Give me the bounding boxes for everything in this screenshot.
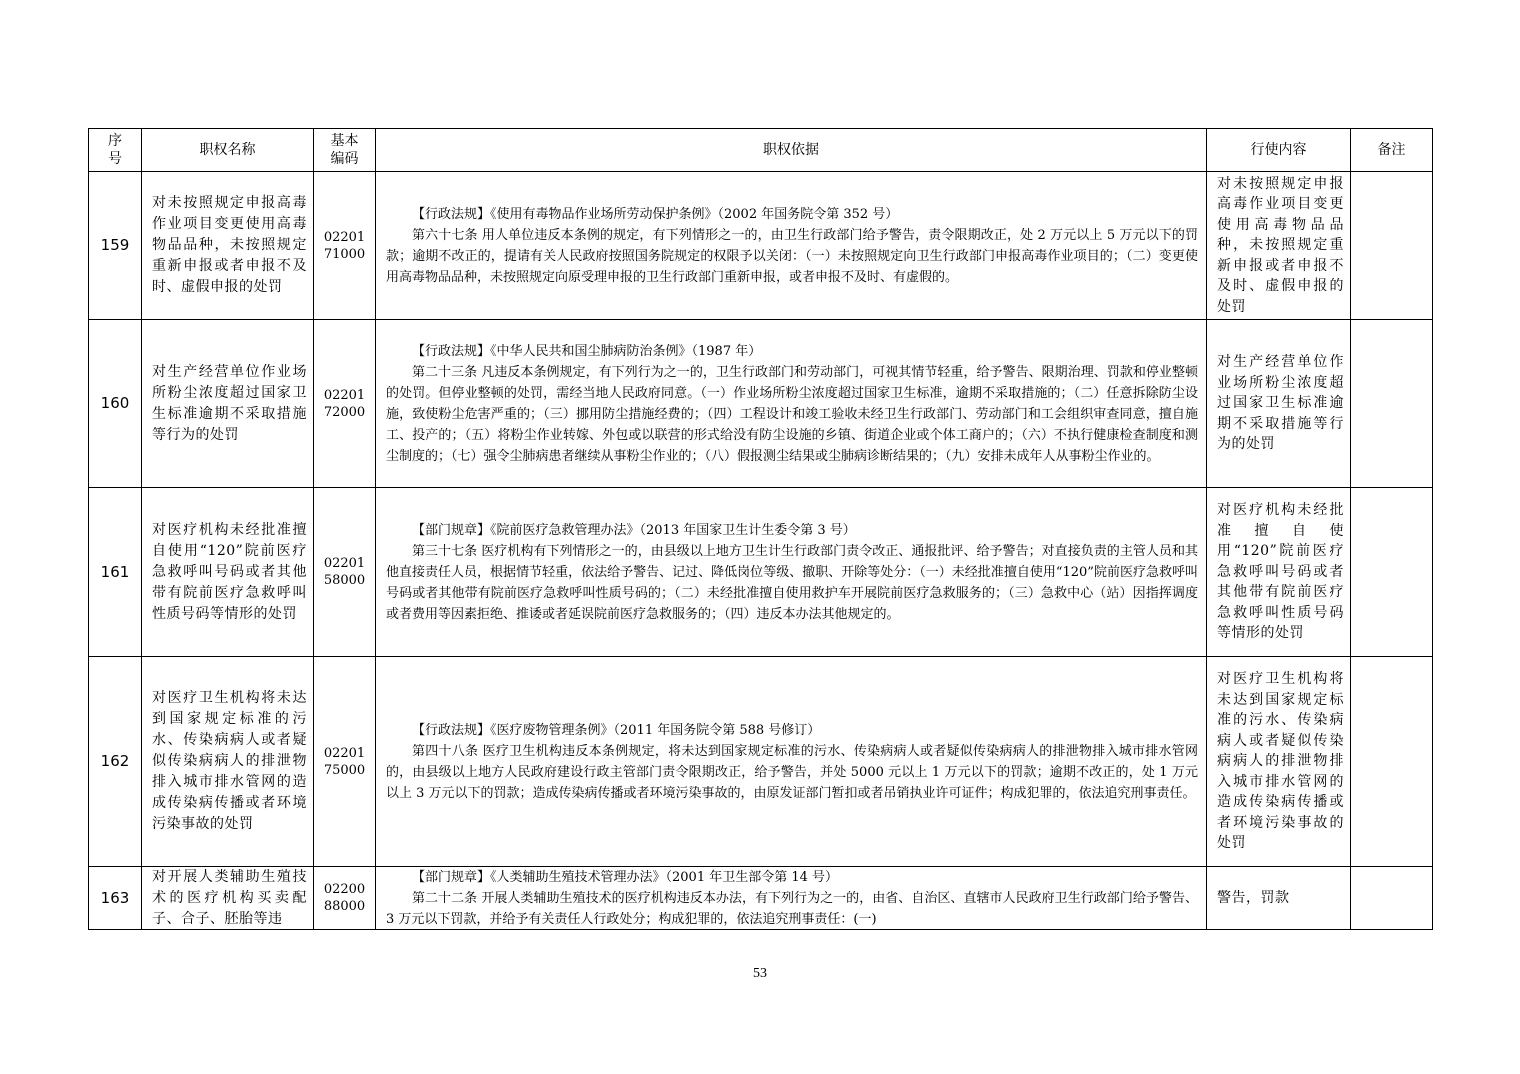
row-basis bbox=[376, 172, 1207, 320]
authority-table bbox=[88, 128, 1433, 930]
row-name: 对医疗卫生机构将未达到国家规定标准的污水、传染病病人或者疑似传染病病人的排泄物排入城市排水管网的造成传染病传播或者环境污染事故的处罚 bbox=[142, 657, 314, 867]
row-content: 警告，罚款 bbox=[1207, 867, 1351, 930]
basis-title: 【部门规章】《院前医疗急救管理办法》（2013 年国家卫生计生委令第 3 号） bbox=[412, 522, 856, 538]
row-content: 对医疗卫生机构将未达到国家规定标准的污水、传染病病人或者疑似传染病病人的排泄物排入城市排水管网的造成传染病传播或者环境污染事故的处罚 bbox=[1207, 657, 1351, 867]
basis-body: 第六十七条 用人单位违反本条例的规定，有下列情形之一的，由卫生行政部门给予警告，责令限期改正，处 2 万元以上 5 万元以下的罚款；逾期不改正的，提请有关人民政府按照国务院规定的权限予以关闭：（一）未按照规定向卫生行政部门申报高毒作业项目的；（二）变更使用高毒物品品种，未按照规定向原受理申报的卫生行政部门重新申报，或者申报不及时、有虚假的。 bbox=[386, 227, 1198, 285]
row-code: 0220175000 bbox=[314, 657, 376, 867]
row-content: 对未按照规定申报高毒作业项目变更使用高毒物品品种，未按照规定重新申报或者申报不及时、虚假申报的处罚 bbox=[1207, 172, 1351, 320]
header-name: 职权名称 bbox=[142, 129, 314, 172]
row-code: 0220172000 bbox=[314, 320, 376, 488]
table-row bbox=[89, 172, 1433, 320]
row-note bbox=[1351, 867, 1433, 930]
row-seq: 161 bbox=[89, 488, 142, 657]
basis-body: 第三十七条 医疗机构有下列情形之一的，由县级以上地方卫生计生行政部门责令改正、通报批评、给予警告；对直接负责的主管人员和其他直接责任人员，根据情节轻重，依法给予警告、记过、降低岗位等级、撤职、开除等处分：（一）未经批准擅自使用“120”院前医疗急救呼叫号码或者其他带有院前医疗急救呼叫性质号码的；（二）未经批准擅自使用救护车开展院前医疗急救服务的；（三）急救中心（站）因指挥调度或者费用等因素拒绝、推诿或者延误院前医疗急救服务的；（四）违反本办法其他规定的。 bbox=[386, 543, 1198, 622]
header-code: 基本编码 bbox=[314, 129, 376, 172]
row-seq: 159 bbox=[89, 172, 142, 320]
row-seq: 160 bbox=[89, 320, 142, 488]
basis-title: 【部门规章】《人类辅助生殖技术管理办法》（2001 年卫生部令第 14 号） bbox=[412, 870, 839, 885]
row-code: 0220088000 bbox=[314, 867, 376, 930]
header-content: 行使内容 bbox=[1207, 129, 1351, 172]
basis-title: 【行政法规】《使用有毒物品作业场所劳动保护条例》（2002 年国务院令第 352 号） bbox=[412, 206, 899, 222]
table-row bbox=[89, 867, 1433, 930]
row-basis bbox=[376, 657, 1207, 867]
table-header-row bbox=[89, 129, 1433, 172]
row-note bbox=[1351, 172, 1433, 320]
basis-body: 第二十二条 开展人类辅助生殖技术的医疗机构违反本办法，有下列行为之一的，由省、自治区、直辖市人民政府卫生行政部门给予警告、3 万元以下罚款，并给予有关责任人行政处分；构成犯罪的，依法追究刑事责任：(一) bbox=[386, 891, 1198, 927]
basis-body: 第二十三条 凡违反本条例规定，有下列行为之一的，卫生行政部门和劳动部门，可视其情节轻重，给予警告、限期治理、罚款和停业整顿的处罚。但停业整顿的处罚，需经当地人民政府同意。（一）作业场所粉尘浓度超过国家卫生标准，逾期不采取措施的；（二）任意拆除防尘设施，致使粉尘危害严重的；（三）挪用防尘措施经费的；（四）工程设计和竣工验收未经卫生行政部门、劳动部门和工会组织审查同意，擅自施工、投产的；（五）将粉尘作业转嫁、外包或以联营的形式给没有防尘设施的乡镇、街道企业或个体工商户的；（六）不执行健康检查制度和测尘制度的；（七）强令尘肺病患者继续从事粉尘作业的；（八）假报测尘结果或尘肺病诊断结果的；（九）安排未成年人从事粉尘作业的。 bbox=[386, 364, 1198, 464]
row-name: 对医疗机构未经批准擅自使用“120”院前医疗急救呼叫号码或者其他带有院前医疗急救呼叫性质号码等情形的处罚 bbox=[142, 488, 314, 657]
row-content: 对生产经营单位作业场所粉尘浓度超过国家卫生标准逾期不采取措施等行为的处罚 bbox=[1207, 320, 1351, 488]
row-basis bbox=[376, 488, 1207, 657]
basis-title: 【行政法规】《医疗废物管理条例》（2011 年国务院令第 588 号修订） bbox=[412, 722, 821, 738]
row-name: 对开展人类辅助生殖技术的医疗机构买卖配子、合子、胚胎等违 bbox=[142, 867, 314, 930]
row-note bbox=[1351, 657, 1433, 867]
row-note bbox=[1351, 320, 1433, 488]
page-number: 53 bbox=[753, 966, 767, 981]
row-seq: 163 bbox=[89, 867, 142, 930]
basis-body: 第四十八条 医疗卫生机构违反本条例规定，将未达到国家规定标准的污水、传染病病人或者疑似传染病病人的排泄物排入城市排水管网的，由县级以上地方人民政府建设行政主管部门责令限期改正，给予警告，并处 5000 元以上 1 万元以下的罚款；逾期不改正的，处 1 万元以上 3 万元以下的罚款；造成传染病传播或者环境污染事故的，由原发证部门暂扣或者吊销执业许可证件；构成犯罪的，依法追究刑事责任。 bbox=[386, 743, 1198, 801]
row-seq: 162 bbox=[89, 657, 142, 867]
row-content: 对医疗机构未经批准擅自使用“120”院前医疗急救呼叫号码或者其他带有院前医疗急救呼叫性质号码等情形的处罚 bbox=[1207, 488, 1351, 657]
header-seq: 序号 bbox=[89, 129, 142, 172]
table-row bbox=[89, 320, 1433, 488]
table-row bbox=[89, 657, 1433, 867]
row-code: 0220158000 bbox=[314, 488, 376, 657]
row-name: 对未按照规定申报高毒作业项目变更使用高毒物品品种，未按照规定重新申报或者申报不及时、虚假申报的处罚 bbox=[142, 172, 314, 320]
header-basis: 职权依据 bbox=[376, 129, 1207, 172]
row-name: 对生产经营单位作业场所粉尘浓度超过国家卫生标准逾期不采取措施等行为的处罚 bbox=[142, 320, 314, 488]
row-basis bbox=[376, 320, 1207, 488]
header-note: 备注 bbox=[1351, 129, 1433, 172]
row-code: 0220171000 bbox=[314, 172, 376, 320]
basis-title: 【行政法规】《中华人民共和国尘肺病防治条例》（1987 年） bbox=[412, 343, 762, 359]
row-basis bbox=[376, 867, 1207, 930]
table-row bbox=[89, 488, 1433, 657]
row-note bbox=[1351, 488, 1433, 657]
